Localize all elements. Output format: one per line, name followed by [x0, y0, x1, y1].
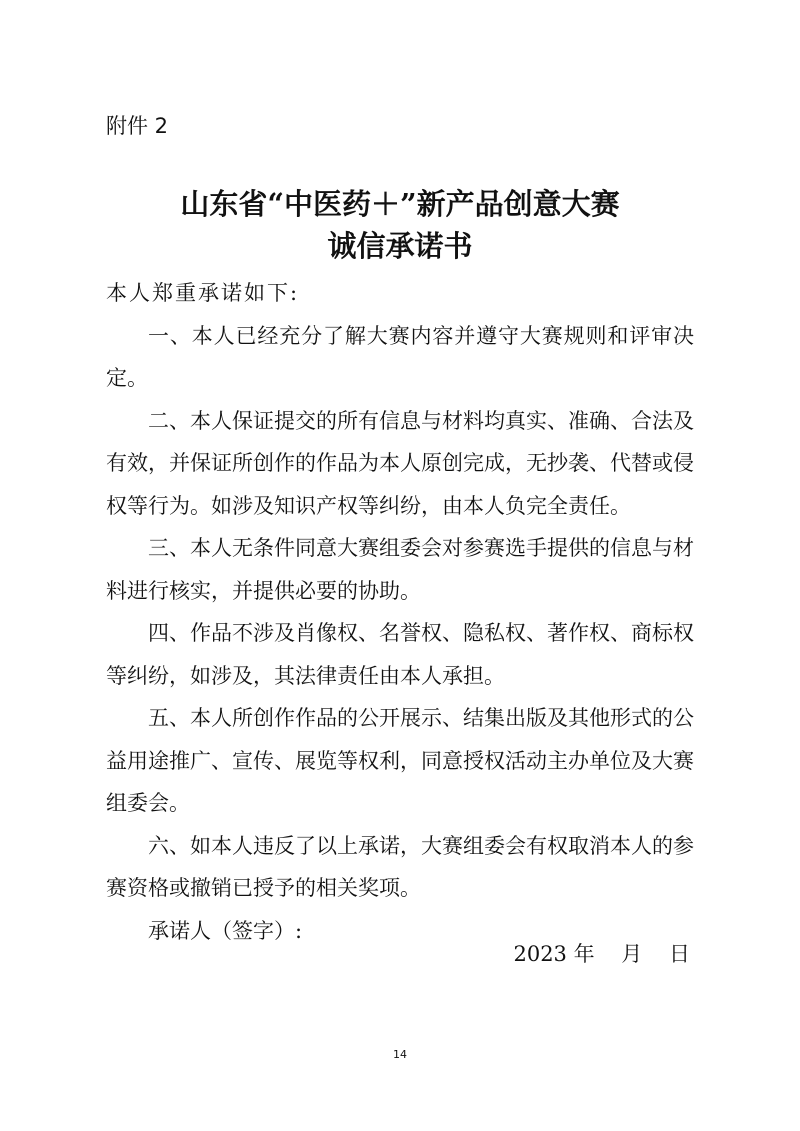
signature-date: 2023 年 月 日 — [513, 942, 690, 966]
attachment-label: 附件 2 — [106, 114, 169, 138]
commitment-item-1: 一、本人已经充分了解大赛内容并遵守大赛规则和评审决定。 — [106, 323, 694, 390]
commitment-item-2: 二、本人保证提交的所有信息与材料均真实、准确、合法及有效，并保证所创作的作品为本人原创完成，无抄袭、代替或侵权等行为。如涉及知识产权等纠纷，由本人负完全责任。 — [106, 408, 694, 518]
commitment-item-6: 六、如本人违反了以上承诺，大赛组委会有权取消本人的参赛资格或撤销已授予的相关奖项。 — [106, 833, 694, 900]
commitment-item-5: 五、本人所创作作品的公开展示、结集出版及其他形式的公益用途推广、宣传、展览等权利，同意授权活动主办单位及大赛组委会。 — [106, 706, 694, 815]
commitment-item-4: 四、作品不涉及肖像权、名誉权、隐私权、著作权、商标权等纠纷，如涉及，其法律责任由本人承担。 — [106, 621, 694, 688]
intro-text: 本人郑重承诺如下: — [106, 281, 300, 305]
commitment-item-3: 三、本人无条件同意大赛组委会对参赛选手提供的信息与材料进行核实，并提供必要的协助。 — [106, 536, 694, 603]
signer-label: 承诺人（签字）: — [148, 918, 303, 943]
document-subtitle: 诚信承诺书 — [327, 229, 473, 263]
page-number: 14 — [393, 1048, 407, 1061]
commitment-body — [106, 272, 694, 952]
document-title: 山东省“中医药＋”新产品创意大赛 — [180, 187, 620, 221]
